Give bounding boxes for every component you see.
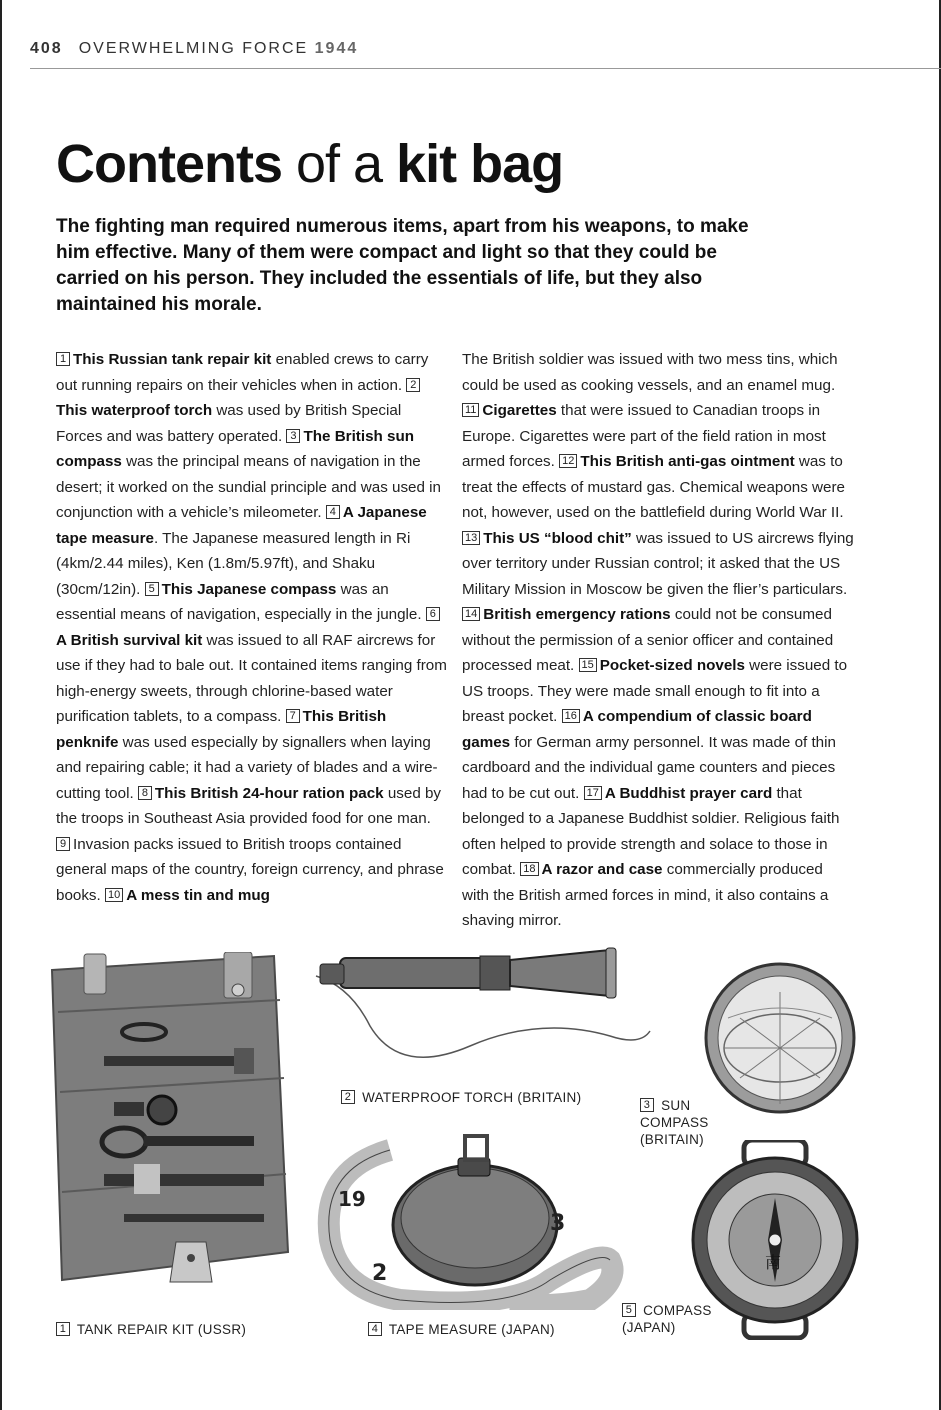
entry-number: 16 bbox=[562, 709, 580, 723]
page-number: 408 bbox=[30, 40, 63, 57]
entry-12: 12 This British anti-gas ointment was to treat the effects of mustard gas. Chemical weapons were not, however, used on the battlefield during World War II. bbox=[462, 453, 850, 521]
entry-8: 8 This British 24-hour ration pack used by the troops in Southeast Asia provided food for one man. bbox=[56, 784, 446, 827]
header-rule bbox=[30, 68, 941, 69]
title-regular: of a bbox=[281, 134, 397, 194]
entry-13: 13 This US “blood chit” was issued to US aircrews flying over territory under Russian control; it asked that the US Military Mission in Moscow be given the flier’s particulars. bbox=[462, 529, 858, 598]
entry-10: 10 A mess tin and mug bbox=[105, 887, 270, 904]
page-title bbox=[56, 132, 563, 196]
entry-number: 10 bbox=[105, 888, 123, 902]
entry-number: 11 bbox=[462, 403, 479, 417]
entry-2: 2This waterproof torch was used by British Special Forces and was battery operated. bbox=[56, 377, 423, 445]
entry-11: 11 Cigarettes that were issued to Canadian troops in Europe. Cigarettes were part of the field ration in most armed forces. bbox=[462, 402, 831, 470]
caption-japanese-compass: 5 COMPASS (JAPAN) bbox=[622, 1303, 712, 1335]
caption-tape-measure: 4 TAPE MEASURE (JAPAN) bbox=[368, 1321, 555, 1338]
entry-4: 4 A Japanese tape measure. The Japanese measured length in Ri (4km/2.44 miles), Ken (1.8m/5.97ft), and Shaku (30cm/12in). bbox=[56, 504, 427, 598]
entry-number: 3 bbox=[286, 429, 300, 443]
tape-marking: 2 bbox=[372, 1261, 388, 1286]
entry-3: 3 The British sun compass was the principal means of navigation in the desert; it worked on the sundial principle and was used in conjunction with a vehicle’s mileometer. bbox=[56, 427, 446, 521]
caption-waterproof-torch: 2 WATERPROOF TORCH (BRITAIN) bbox=[341, 1089, 581, 1106]
entry-number: 4 bbox=[326, 505, 340, 519]
text-column-right bbox=[462, 347, 858, 934]
entry-15: 15 Pocket-sized novels were issued to US troops. They were made small enough to fit into a breast pocket. bbox=[462, 657, 852, 725]
title-bold-2: kit bag bbox=[396, 134, 564, 194]
entry-number: 18 bbox=[520, 862, 538, 876]
entry-6: 6A British survival kit was issued to all RAF aircrews for use if they had to bale out. It contained items ranging from high-energy sweets, through chlorine-based water purification tablets, to a compass. bbox=[56, 608, 452, 725]
entry-5: 5 This Japanese compass was an essential means of navigation, especially in the jungle. bbox=[56, 580, 426, 623]
entry-18: 18 A razor and case commercially produced with the British armed forces in mind, it also contains a shaving mirror. bbox=[462, 861, 833, 929]
tape-marking: 3 bbox=[550, 1211, 566, 1236]
section-year: 1944 bbox=[314, 40, 359, 57]
sun-compass-photo bbox=[700, 958, 860, 1118]
running-head bbox=[30, 40, 358, 58]
entry-1: 1 This Russian tank repair kit enabled crews to carry out running repairs on their vehicles when in action. bbox=[56, 351, 433, 394]
compass-character: 南 bbox=[765, 1253, 782, 1272]
entry-number: 17 bbox=[584, 786, 602, 800]
entry-number: 7 bbox=[286, 709, 300, 723]
entry-number: 5 bbox=[145, 582, 159, 596]
entry-number: 9 bbox=[56, 837, 70, 851]
tape-marking: 19 bbox=[338, 1187, 366, 1211]
entry-number: 2 bbox=[406, 378, 420, 392]
entry-number: 13 bbox=[462, 531, 480, 545]
entry-16: 16 A compendium of classic board games for German army personnel. It was made of thin cardboard and the individual game counters and pieces had to be cut out. bbox=[462, 708, 841, 802]
entry-number: 6 bbox=[426, 607, 440, 621]
tank-repair-kit-photo bbox=[44, 952, 294, 1302]
entry-number: 15 bbox=[579, 658, 597, 672]
entry-7: 7 This British penknife was used especially by signallers when laying and repairing cable; it had a variety of blades and a wire-cutting tool. bbox=[56, 708, 438, 802]
entry-number: 14 bbox=[462, 607, 480, 621]
entry-number: 8 bbox=[138, 786, 152, 800]
section-title: OVERWHELMING FORCE bbox=[78, 40, 309, 57]
entry-number: 1 bbox=[56, 352, 70, 366]
intro-paragraph: The fighting man required numerous items, apart from his weapons, to make him effective. Many of them were compact and light so that they could be carried on his person. They included the essentials of life, but they also maintained his morale. bbox=[56, 216, 749, 315]
entry-number: 12 bbox=[559, 454, 577, 468]
waterproof-torch-photo bbox=[310, 946, 660, 1086]
caption-sun-compass: 3 SUN COMPASS (BRITAIN) bbox=[640, 1098, 709, 1147]
entry-9: 9 Invasion packs issued to British troops contained general maps of the country, foreign currency, and phrase books. bbox=[56, 835, 449, 904]
page-frame-left bbox=[0, 0, 2, 1410]
entry-14: 14 British emergency rations could not be consumed without the permission of a senior officer and contained processed meat. bbox=[462, 606, 838, 674]
title-bold-1: Contents bbox=[56, 134, 282, 194]
entry-10-continued: The British soldier was issued with two mess tins, which could be used as cooking vessels, and an enamel mug. bbox=[462, 351, 842, 394]
caption-tank-repair-kit: 1 TANK REPAIR KIT (USSR) bbox=[56, 1321, 246, 1338]
tape-measure-photo bbox=[310, 1130, 630, 1310]
text-column-left bbox=[56, 347, 452, 908]
entry-17: 17 A Buddhist prayer card that belonged to a Japanese Buddhist soldier. Religious faith often helped to provide strength and solace to those in combat. bbox=[462, 784, 844, 878]
